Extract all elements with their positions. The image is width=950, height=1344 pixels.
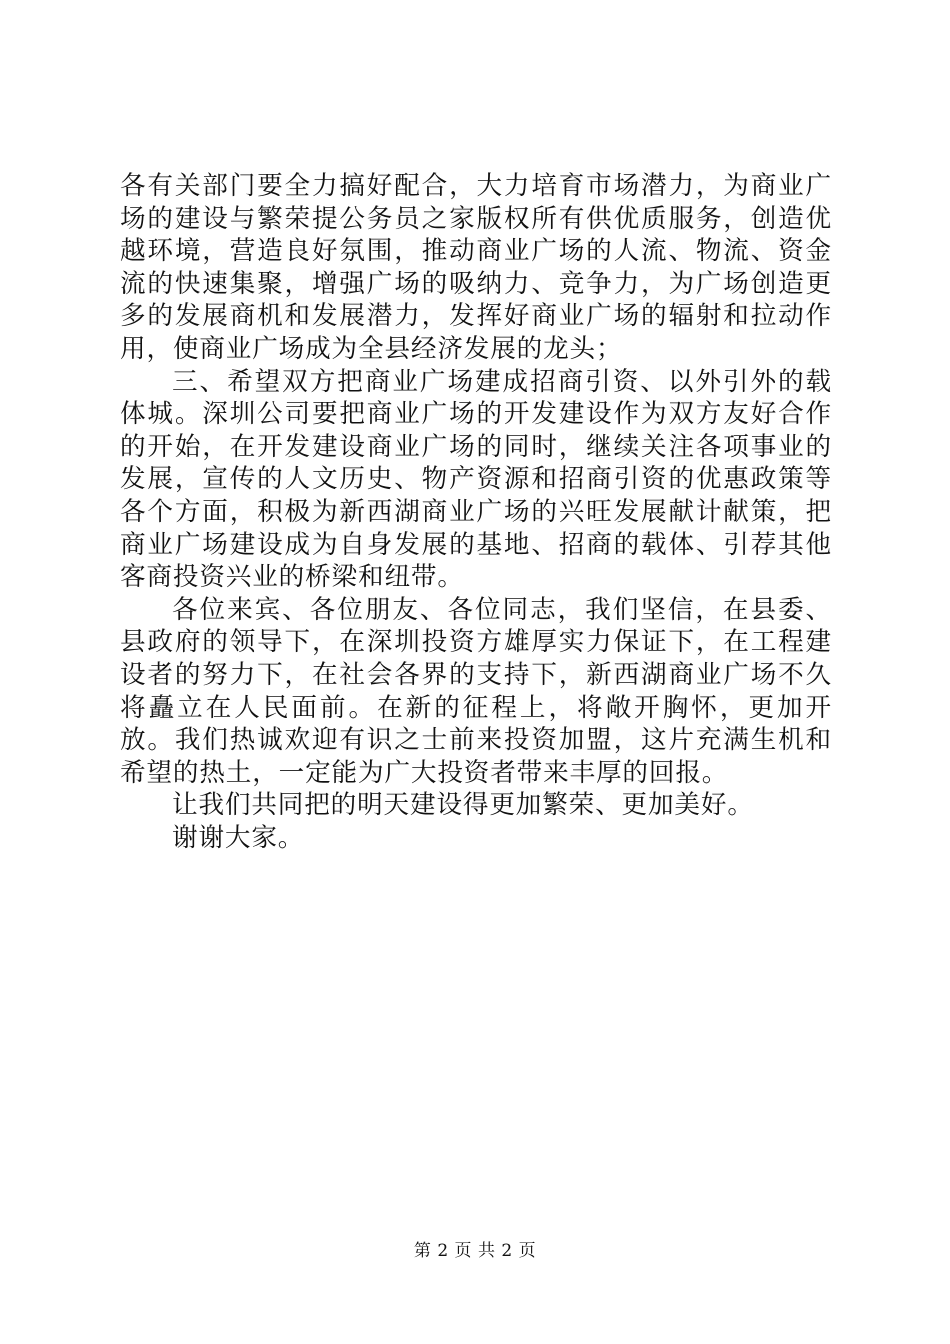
paragraph-closing-remarks: 各位来宾、各位朋友、各位同志，我们坚信，在县委、县政府的领导下，在深圳投资方雄厚实力保证下，在工程建设者的努力下，在社会各界的支持下，新西湖商业广场不久将矗立在人民面前。在新的征程上，将敞开胸怀，更加开放。我们热诚欢迎有识之士前来投资加盟，这片充满生机和希望的热土，一定能为广大投资者带来丰厚的回报。 [120, 594, 832, 788]
paragraph-continuation: 各有关部门要全力搞好配合，大力培育市场潜力，为商业广场的建设与繁荣提公务员之家版权所有供优质服务，创造优越环境，营造良好氛围，推动商业广场的人流、物流、资金流的快速集聚，增强广场的吸纳力、竞争力，为广场创造更多的发展商机和发展潜力，发挥好商业广场的辐射和拉动作用，使商业广场成为全县经济发展的龙头； [120, 171, 832, 364]
page-footer: 第 2 页 共 2 页 [413, 1241, 537, 1261]
paragraph-item-three: 三、希望双方把商业广场建成招商引资、以外引外的载体城。深圳公司要把商业广场的开发建设作为双方友好合作的开始，在开发建设商业广场的同时，继续关注各项事业的发展，宣传的人文历史、物产资源和招商引资的优惠政策等各个方面，积极为新西湖商业广场的兴旺发展献计献策，把商业广场建设成为自身发展的基地、招商的载体、引荐其他客商投资兴业的桥梁和纽带。 [120, 366, 832, 593]
document-body [120, 170, 832, 854]
paragraph-wish: 让我们共同把的明天建设得更加繁荣、更加美好。 [172, 790, 754, 821]
paragraph-thanks: 谢谢大家。 [172, 822, 305, 853]
